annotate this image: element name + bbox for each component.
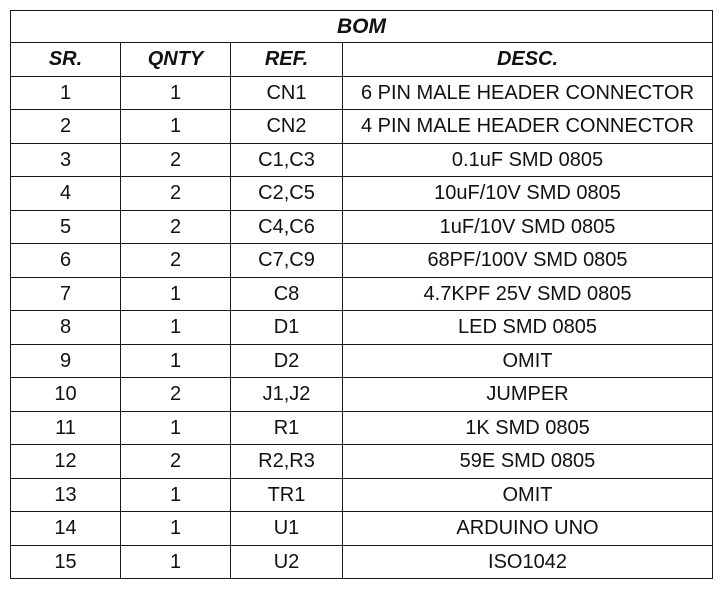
cell-qnty: 1 <box>121 344 231 378</box>
cell-desc: 4 PIN MALE HEADER CONNECTOR <box>343 110 713 144</box>
cell-ref: C4,C6 <box>231 210 343 244</box>
cell-qnty: 1 <box>121 478 231 512</box>
table-row <box>11 378 713 412</box>
cell-desc: 10uF/10V SMD 0805 <box>343 177 713 211</box>
cell-desc: ARDUINO UNO <box>343 512 713 546</box>
table-row <box>11 311 713 345</box>
cell-sr: 8 <box>11 311 121 345</box>
cell-sr: 3 <box>11 143 121 177</box>
table-row <box>11 210 713 244</box>
cell-qnty: 1 <box>121 545 231 579</box>
column-header-ref: REF. <box>231 43 343 77</box>
cell-desc: OMIT <box>343 478 713 512</box>
bom-table <box>10 10 713 579</box>
table-row <box>11 344 713 378</box>
cell-desc: 68PF/100V SMD 0805 <box>343 244 713 278</box>
cell-desc: 4.7KPF 25V SMD 0805 <box>343 277 713 311</box>
cell-sr: 14 <box>11 512 121 546</box>
cell-qnty: 2 <box>121 244 231 278</box>
table-row <box>11 277 713 311</box>
table-row <box>11 143 713 177</box>
cell-ref: U2 <box>231 545 343 579</box>
table-body <box>11 76 713 579</box>
cell-ref: D1 <box>231 311 343 345</box>
cell-ref: C7,C9 <box>231 244 343 278</box>
cell-qnty: 2 <box>121 378 231 412</box>
table-row <box>11 545 713 579</box>
cell-sr: 4 <box>11 177 121 211</box>
cell-desc: 1K SMD 0805 <box>343 411 713 445</box>
cell-qnty: 2 <box>121 143 231 177</box>
cell-desc: 59E SMD 0805 <box>343 445 713 479</box>
column-header-qnty: QNTY <box>121 43 231 77</box>
cell-desc: 6 PIN MALE HEADER CONNECTOR <box>343 76 713 110</box>
cell-ref: C1,C3 <box>231 143 343 177</box>
cell-desc: 0.1uF SMD 0805 <box>343 143 713 177</box>
cell-sr: 13 <box>11 478 121 512</box>
cell-sr: 11 <box>11 411 121 445</box>
cell-ref: R1 <box>231 411 343 445</box>
cell-ref: C8 <box>231 277 343 311</box>
cell-ref: CN1 <box>231 76 343 110</box>
cell-qnty: 1 <box>121 110 231 144</box>
cell-qnty: 2 <box>121 177 231 211</box>
cell-sr: 12 <box>11 445 121 479</box>
table-row <box>11 445 713 479</box>
cell-sr: 7 <box>11 277 121 311</box>
cell-qnty: 2 <box>121 445 231 479</box>
cell-ref: CN2 <box>231 110 343 144</box>
table-row <box>11 177 713 211</box>
cell-sr: 5 <box>11 210 121 244</box>
cell-desc: JUMPER <box>343 378 713 412</box>
table-row <box>11 478 713 512</box>
cell-desc: ISO1042 <box>343 545 713 579</box>
table-row <box>11 110 713 144</box>
cell-ref: U1 <box>231 512 343 546</box>
cell-sr: 1 <box>11 76 121 110</box>
table-title: BOM <box>11 11 713 43</box>
cell-ref: C2,C5 <box>231 177 343 211</box>
cell-qnty: 1 <box>121 411 231 445</box>
table-row <box>11 244 713 278</box>
table-title-row <box>11 11 713 43</box>
cell-qnty: 1 <box>121 76 231 110</box>
column-header-desc: DESC. <box>343 43 713 77</box>
cell-desc: LED SMD 0805 <box>343 311 713 345</box>
cell-desc: OMIT <box>343 344 713 378</box>
cell-sr: 6 <box>11 244 121 278</box>
column-header-sr: SR. <box>11 43 121 77</box>
cell-qnty: 1 <box>121 277 231 311</box>
cell-sr: 9 <box>11 344 121 378</box>
cell-sr: 15 <box>11 545 121 579</box>
cell-qnty: 2 <box>121 210 231 244</box>
cell-qnty: 1 <box>121 311 231 345</box>
cell-sr: 2 <box>11 110 121 144</box>
cell-desc: 1uF/10V SMD 0805 <box>343 210 713 244</box>
cell-sr: 10 <box>11 378 121 412</box>
cell-ref: TR1 <box>231 478 343 512</box>
table-header-row <box>11 43 713 77</box>
table-row <box>11 411 713 445</box>
table-row <box>11 512 713 546</box>
cell-ref: R2,R3 <box>231 445 343 479</box>
cell-ref: J1,J2 <box>231 378 343 412</box>
table-row <box>11 76 713 110</box>
cell-qnty: 1 <box>121 512 231 546</box>
cell-ref: D2 <box>231 344 343 378</box>
